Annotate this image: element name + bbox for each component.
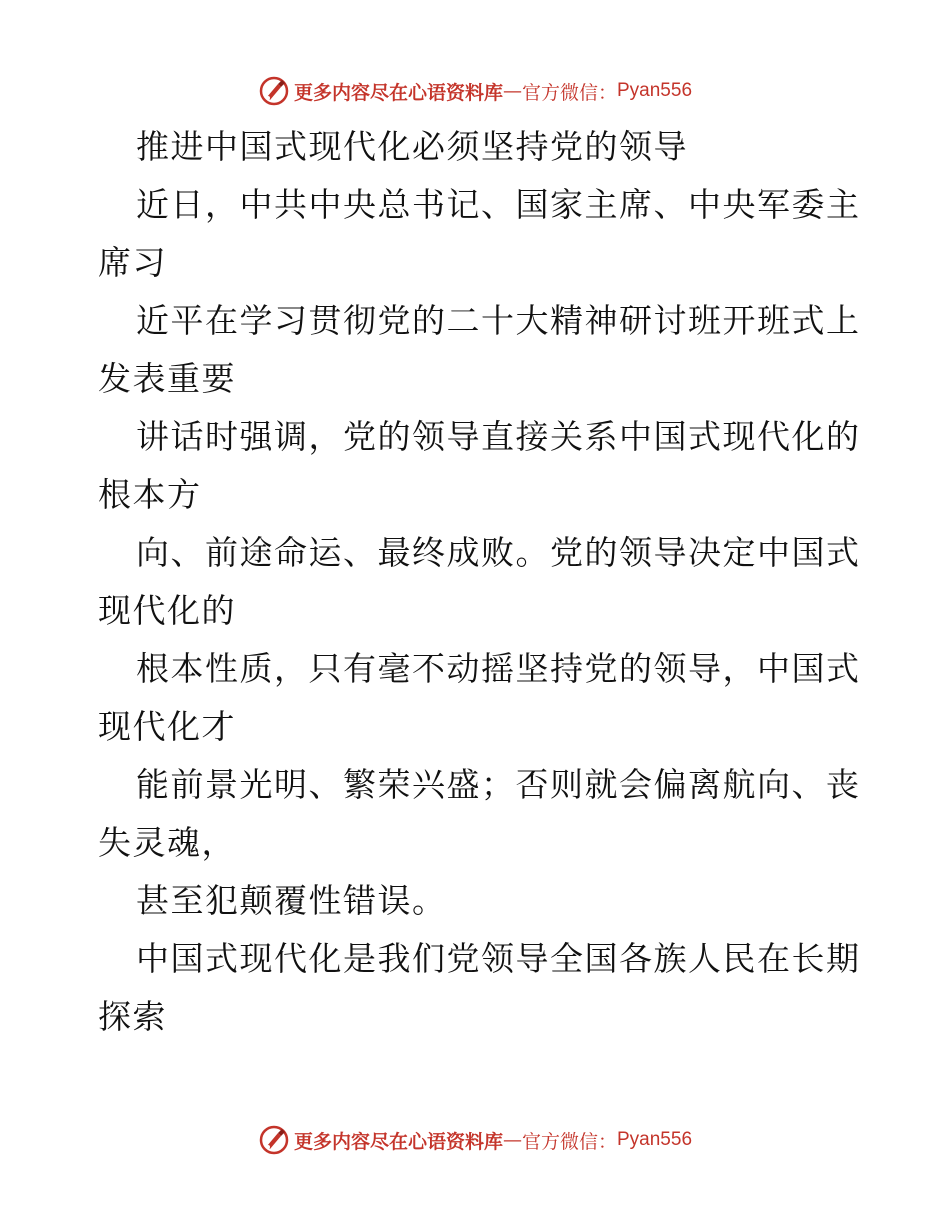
document-line: 现代化才: [98, 707, 236, 746]
watermark-separator: —: [502, 1129, 522, 1151]
watermark-site-text: 更多内容尽在心语资料库: [293, 1130, 503, 1153]
red-seal-logo-icon: [258, 1124, 290, 1156]
red-seal-logo-icon: [258, 75, 290, 107]
footer-watermark: [0, 1120, 950, 1160]
document-line: 现代化的: [98, 591, 236, 630]
document-line: 发表重要: [98, 359, 236, 398]
document-line: 席习: [98, 243, 167, 282]
header-watermark: [0, 71, 950, 111]
watermark-wechat-label: 官方微信：: [521, 81, 617, 104]
watermark-wechat-id: Pyan556: [617, 80, 693, 101]
document-line: 近平在学习贯彻党的二十大精神研讨班开班式上: [136, 301, 861, 340]
watermark-wechat-label: 官方微信：: [521, 1130, 617, 1153]
document-line: 推进中国式现代化必须坚持党的领导: [136, 127, 688, 166]
watermark-separator: —: [502, 80, 522, 102]
document-line: 根本方: [98, 475, 202, 514]
document-body: [98, 118, 861, 1046]
document-line: 失灵魂，: [98, 823, 236, 862]
document-line: 中国式现代化是我们党领导全国各族人民在长期: [136, 939, 861, 978]
document-line: 能前景光明、繁荣兴盛；否则就会偏离航向、丧: [136, 765, 861, 804]
document-line: 向、前途命运、最终成败。党的领导决定中国式: [136, 533, 861, 572]
document-line: 根本性质，只有毫不动摇坚持党的领导，中国式: [136, 649, 861, 688]
watermark-site-text: 更多内容尽在心语资料库: [293, 81, 503, 104]
document-line: 探索: [98, 997, 167, 1036]
document-line: 甚至犯颠覆性错误。: [136, 881, 447, 920]
watermark-wechat-id: Pyan556: [617, 1129, 693, 1150]
document-line: 讲话时强调，党的领导直接关系中国式现代化的: [136, 417, 861, 456]
document-line: 近日，中共中央总书记、国家主席、中央军委主: [136, 185, 861, 224]
